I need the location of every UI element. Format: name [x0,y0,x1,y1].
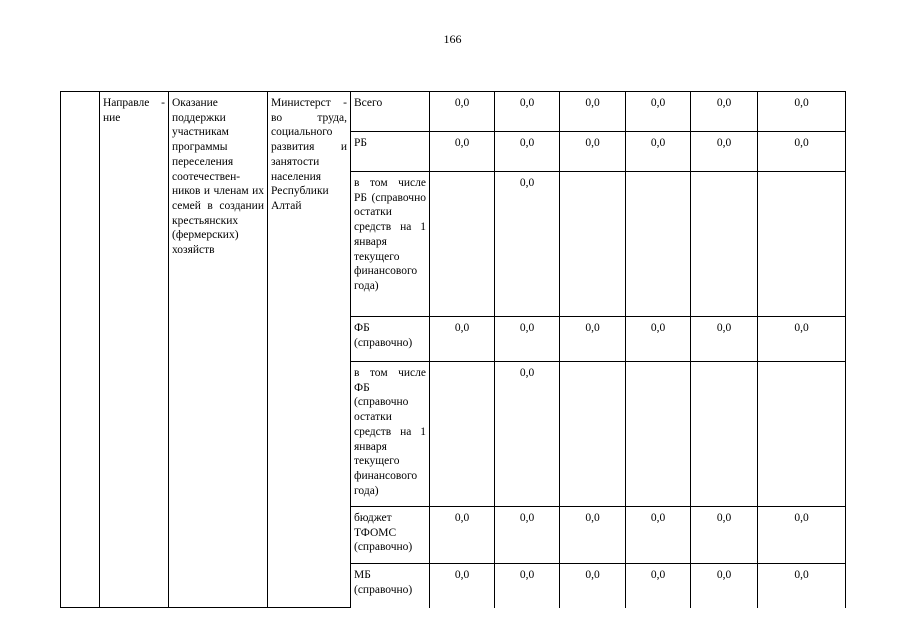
source-text: Всего [354,97,383,109]
value-cell [758,362,846,507]
value-cell: 0,0 [495,362,560,507]
value-cell: 0,0 [691,507,758,564]
direction-text: Направле - ние [103,97,165,124]
executor-cell [268,92,351,608]
value-cell: 0,0 [560,92,626,132]
value-cell [691,172,758,317]
value-cell: 0,0 [430,317,495,362]
budget-table [60,91,846,608]
value-cell: 0,0 [495,564,560,608]
page-number: 166 [443,32,462,46]
value-cell: 0,0 [495,92,560,132]
value-cell: 0,0 [430,132,495,172]
value-cell: 0,0 [560,317,626,362]
value-cell [430,362,495,507]
value-cell: 0,0 [691,132,758,172]
value-cell: 0,0 [691,92,758,132]
value-cell: 0,0 [626,317,691,362]
value-cell [430,172,495,317]
value-cell: 0,0 [626,507,691,564]
source-text: в том числе РБ (справочно остатки средств на 1 января текущего финансового года) [354,177,426,292]
value-cell [626,362,691,507]
source-cell [351,317,430,362]
value-cell: 0,0 [560,507,626,564]
direction-cell [100,92,169,608]
value-cell: 0,0 [626,564,691,608]
value-cell: 0,0 [430,507,495,564]
event-cell [169,92,268,608]
value-cell: 0,0 [758,564,846,608]
source-text: РБ [354,137,367,149]
value-cell: 0,0 [430,564,495,608]
value-cell: 0,0 [430,92,495,132]
table-row [61,92,846,132]
value-cell: 0,0 [691,564,758,608]
row-number-cell [61,92,100,608]
value-cell [758,172,846,317]
value-cell: 0,0 [758,132,846,172]
value-cell: 0,0 [758,507,846,564]
value-cell [691,362,758,507]
value-cell: 0,0 [495,507,560,564]
executor-text: Министерст - во труда, социального развития и занятости населения Республики Алтай [271,97,347,212]
source-text: МБ (справочно) [354,569,413,596]
source-cell [351,172,430,317]
source-text: бюджет ТФОМС (справочно) [354,512,413,554]
source-text: ФБ (справочно) [354,322,413,349]
value-cell: 0,0 [560,564,626,608]
value-cell: 0,0 [758,317,846,362]
value-cell: 0,0 [626,132,691,172]
value-cell: 0,0 [626,92,691,132]
value-cell: 0,0 [691,317,758,362]
value-cell [560,172,626,317]
source-cell [351,132,430,172]
source-cell [351,507,430,564]
value-cell: 0,0 [495,317,560,362]
value-cell: 0,0 [560,132,626,172]
source-cell [351,362,430,507]
source-cell [351,92,430,132]
event-text: Оказание поддержки участникам программы переселения соотечествен- ников и членам их семей в создании крестьянских (фермерских) хозяйств [172,97,264,257]
value-cell [626,172,691,317]
value-cell: 0,0 [495,132,560,172]
source-cell [351,564,430,608]
value-cell: 0,0 [758,92,846,132]
value-cell [560,362,626,507]
value-cell: 0,0 [495,172,560,317]
source-text: в том числе ФБ (справочно остатки средств на 1 января текущего финансового года) [354,367,426,497]
